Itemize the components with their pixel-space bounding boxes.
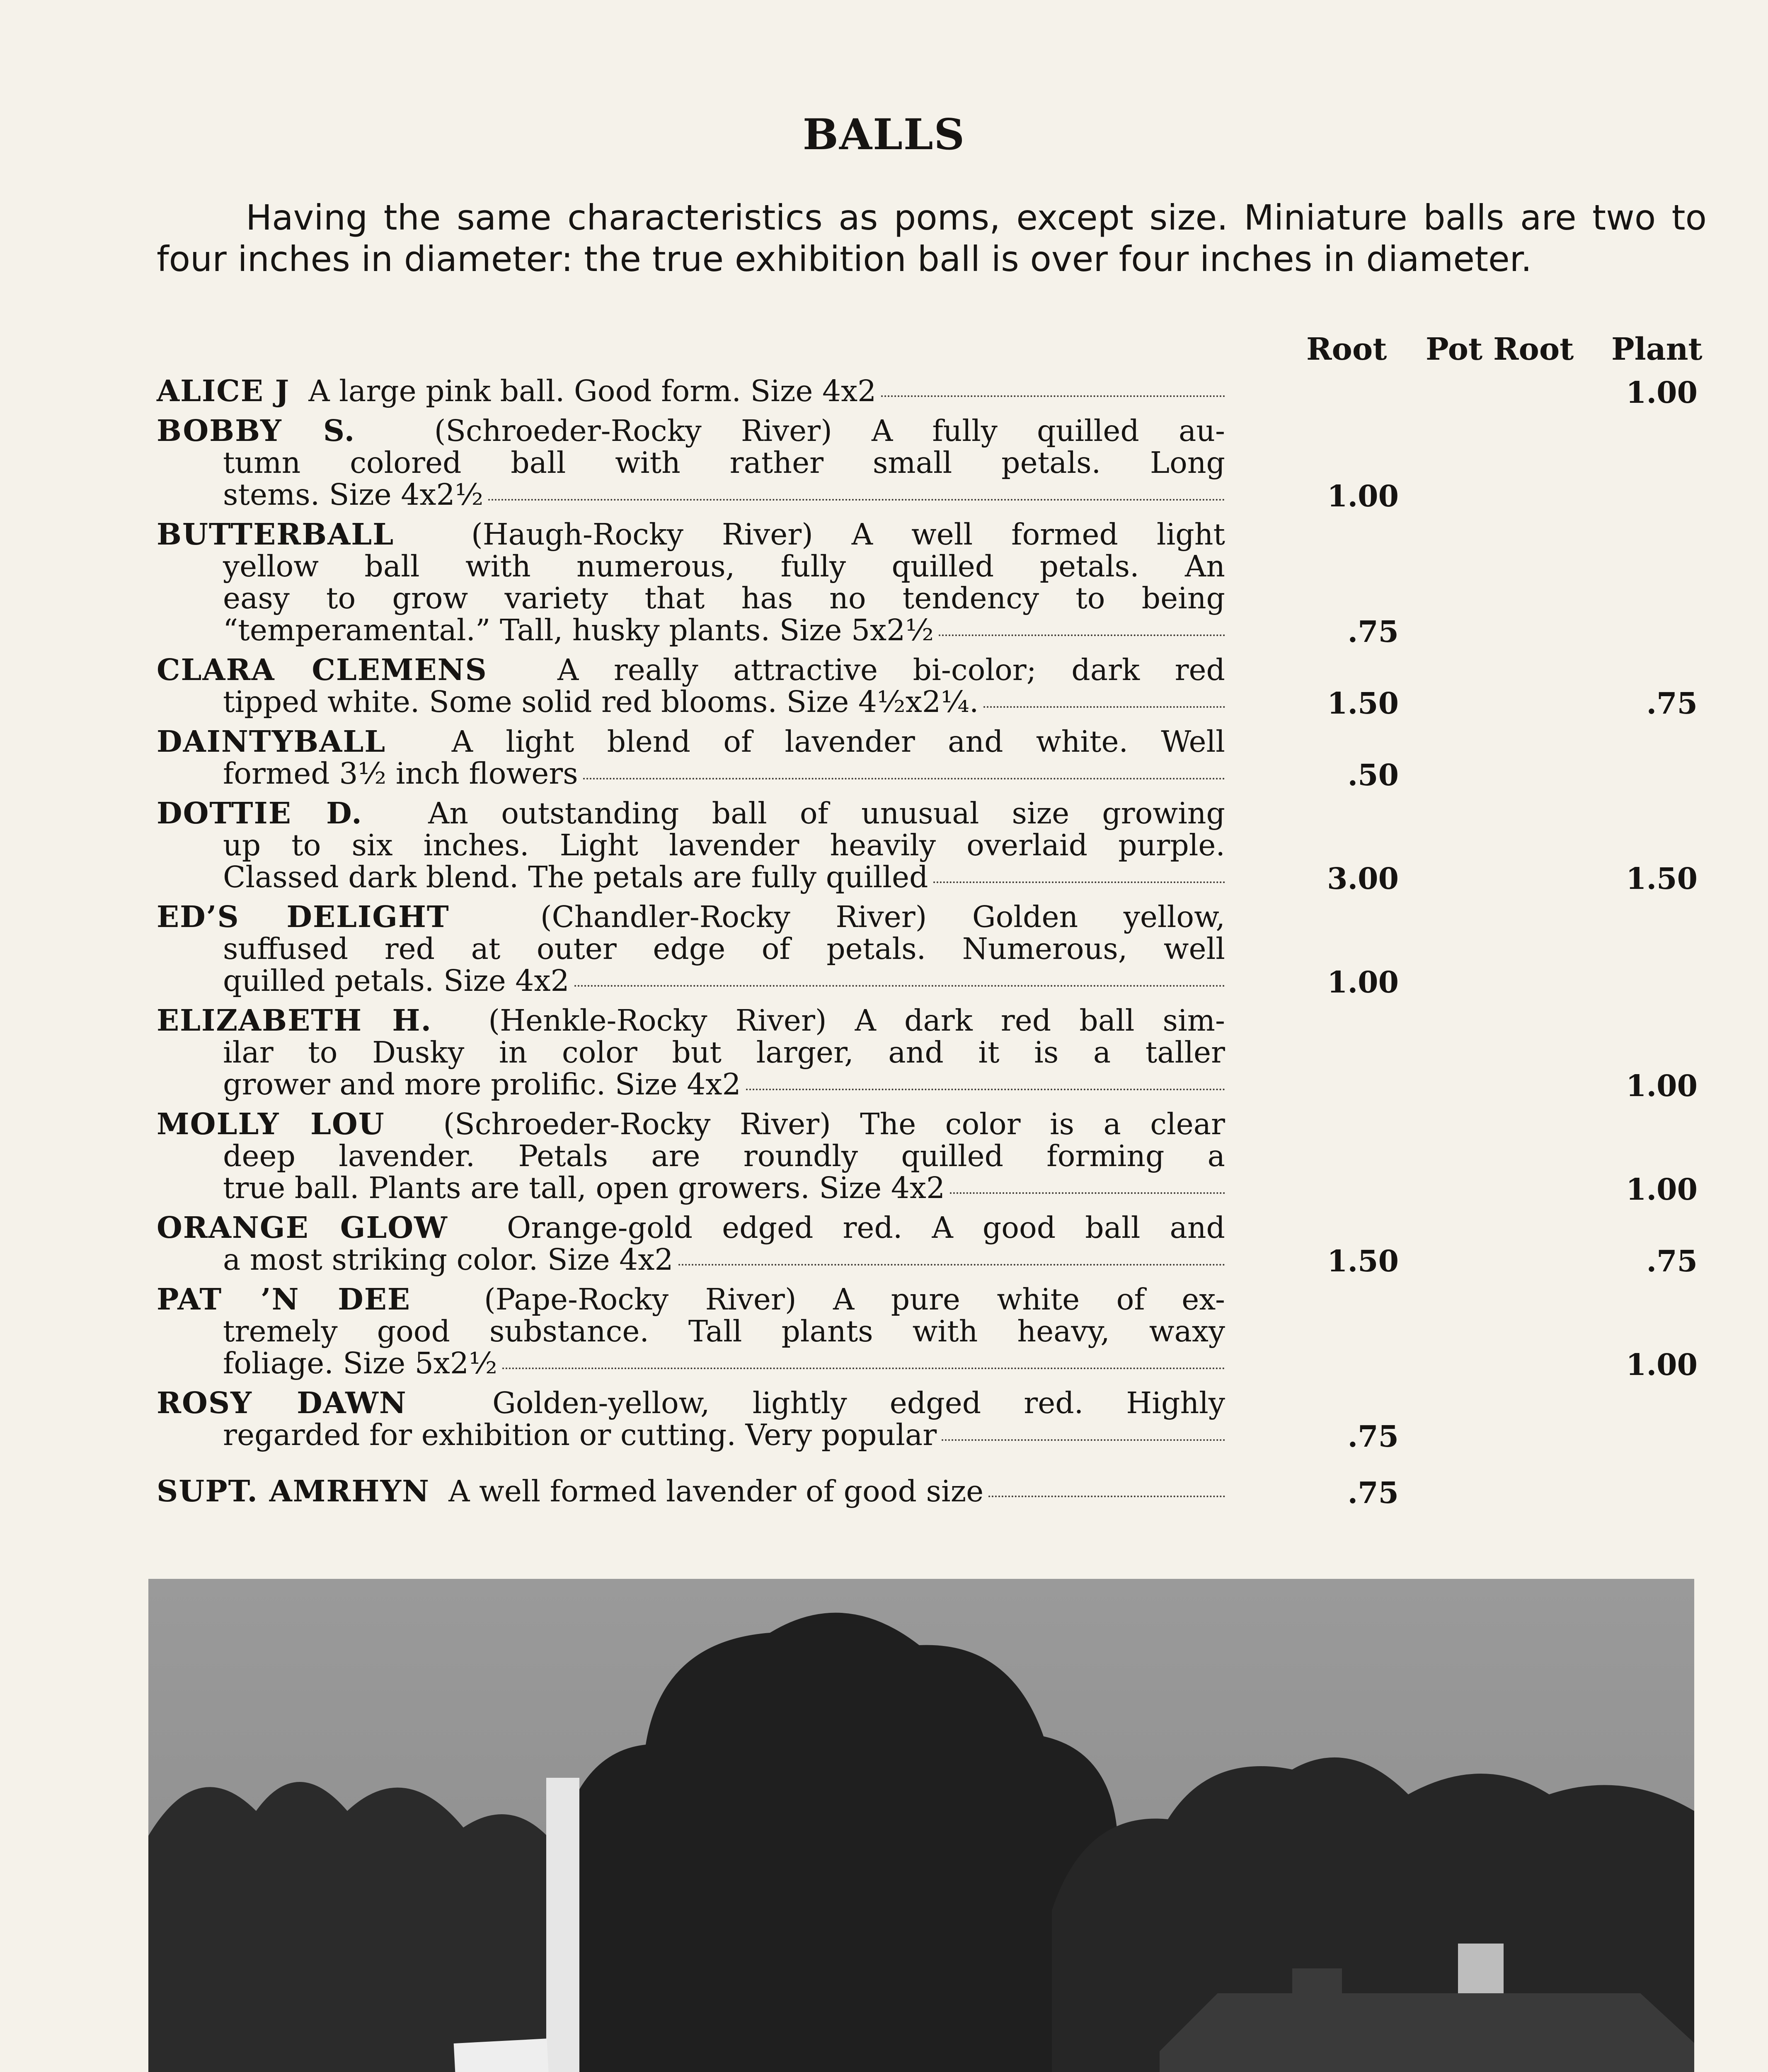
leader-dots <box>988 1496 1225 1497</box>
variety-entry <box>157 1387 1225 1451</box>
entry-line <box>157 375 1225 407</box>
price-root: 3.00 <box>1327 861 1399 896</box>
variety-description: tremely good substance. Tall plants with heavy, waxy <box>223 1314 1225 1348</box>
variety-name: SUPT. AMRHYN <box>157 1474 430 1508</box>
variety-entry <box>157 797 1225 893</box>
variety-description: (Haugh-Rocky River) A well formed light <box>471 517 1225 552</box>
entry-line <box>157 1005 1225 1036</box>
entry-line <box>157 965 1225 997</box>
entry-line <box>157 1140 1225 1172</box>
variety-description: a most striking color. Size 4x2 <box>223 1242 673 1277</box>
entry-line <box>157 1108 1225 1140</box>
entry-line <box>157 582 1225 614</box>
variety-description: regarded for exhibition or cutting. Very popular <box>223 1418 937 1452</box>
variety-entry <box>157 1212 1225 1276</box>
variety-description: quilled petals. Size 4x2 <box>223 963 569 998</box>
price-root: .50 <box>1347 758 1399 792</box>
variety-entry <box>157 1108 1225 1204</box>
entry-line <box>157 861 1225 893</box>
price-plant: 1.00 <box>1626 1172 1698 1207</box>
variety-description: Orange-gold edged red. A good ball and <box>507 1210 1225 1245</box>
variety-entry <box>157 654 1225 718</box>
variety-description: grower and more prolific. Size 4x2 <box>223 1067 741 1101</box>
garden-entrance-photo <box>148 1579 1694 2072</box>
variety-description: tipped white. Some solid red blooms. Size 4½x2¼. <box>223 685 979 719</box>
leader-dots <box>574 985 1225 987</box>
variety-description: tumn colored ball with rather small petals. Long <box>223 445 1225 480</box>
variety-entry <box>157 1283 1225 1379</box>
variety-entry <box>157 1475 1225 1507</box>
variety-description: yellow ball with numerous, fully quilled petals. An <box>223 549 1225 583</box>
entry-line <box>157 447 1225 479</box>
leader-dots <box>488 499 1225 501</box>
variety-name: BUTTERBALL <box>157 517 395 552</box>
entry-line <box>157 614 1225 646</box>
variety-entry <box>157 375 1225 407</box>
entry-line <box>157 1347 1225 1379</box>
column-header-root: Root <box>1306 332 1387 367</box>
leader-dots <box>939 634 1225 636</box>
variety-description: foliage. Size 5x2½ <box>223 1346 497 1380</box>
entry-line <box>157 1315 1225 1347</box>
price-plant: .75 <box>1646 1244 1698 1278</box>
entry-line <box>157 518 1225 550</box>
variety-description: (Chandler-Rocky River) Golden yellow, <box>540 900 1225 934</box>
leader-dots <box>678 1264 1225 1266</box>
entry-line <box>157 1387 1225 1419</box>
price-root: .75 <box>1347 1475 1399 1510</box>
variety-name: DAINTYBALL <box>157 724 386 759</box>
variety-description: ilar to Dusky in color but larger, and it is a taller <box>223 1035 1225 1070</box>
entry-line <box>157 1036 1225 1068</box>
entry-line <box>157 1212 1225 1244</box>
entry-line <box>157 1244 1225 1276</box>
variety-description: deep lavender. Petals are roundly quilled forming a <box>223 1139 1225 1173</box>
variety-description: “temperamental.” Tall, husky plants. Size 5x2½ <box>223 613 934 647</box>
variety-description: stems. Size 4x2½ <box>223 477 484 512</box>
leader-dots <box>746 1089 1225 1090</box>
leader-dots <box>502 1368 1225 1369</box>
entry-line <box>157 550 1225 582</box>
entry-line <box>157 1068 1225 1100</box>
variety-name: BOBBY S. <box>157 413 356 448</box>
column-header-plant: Plant <box>1611 332 1703 367</box>
variety-description: true ball. Plants are tall, open growers. Size 4x2 <box>223 1171 945 1205</box>
variety-name: CLARA CLEMENS <box>157 652 487 687</box>
price-plant: 1.00 <box>1626 1347 1698 1382</box>
variety-description: easy to grow variety that has no tendency to being <box>223 581 1225 615</box>
entry-line <box>157 686 1225 718</box>
entry-line <box>157 1283 1225 1315</box>
variety-name: ALICE J <box>157 373 290 408</box>
price-plant: .75 <box>1646 686 1698 721</box>
leader-dots <box>983 706 1225 708</box>
entry-line <box>157 1475 1225 1507</box>
entry-line <box>157 654 1225 686</box>
price-root: 1.50 <box>1327 686 1399 721</box>
variety-description: Classed dark blend. The petals are fully quilled <box>223 860 928 894</box>
entry-line <box>157 1419 1225 1451</box>
price-plant: 1.50 <box>1626 861 1698 896</box>
variety-description: (Pape-Rocky River) A pure white of ex- <box>484 1282 1225 1317</box>
leader-dots <box>933 881 1225 883</box>
leader-dots <box>942 1439 1225 1441</box>
variety-description: A light blend of lavender and white. Well <box>451 724 1225 759</box>
price-root: 1.50 <box>1327 1244 1399 1278</box>
variety-description: formed 3½ inch flowers <box>223 756 578 791</box>
variety-description: A large pink ball. Good form. Size 4x2 <box>308 374 877 408</box>
variety-name: ROSY DAWN <box>157 1385 407 1420</box>
entry-line <box>157 415 1225 447</box>
entry-line <box>157 1172 1225 1204</box>
variety-entry <box>157 726 1225 789</box>
variety-name: DOTTIE D. <box>157 796 363 830</box>
variety-description: An outstanding ball of unusual size growing <box>428 796 1225 830</box>
variety-name: PAT ’N DEE <box>157 1282 411 1317</box>
entry-line <box>157 758 1225 789</box>
variety-name: ED’S DELIGHT <box>157 899 450 934</box>
variety-entry <box>157 518 1225 646</box>
leader-dots <box>583 778 1225 779</box>
section-heading: BALLS <box>802 110 966 160</box>
variety-name: MOLLY LOU <box>157 1106 385 1141</box>
price-root: 1.00 <box>1327 479 1399 513</box>
entry-line <box>157 797 1225 829</box>
leader-dots <box>881 395 1225 397</box>
entry-line <box>157 726 1225 758</box>
variety-description: A well formed lavender of good size <box>448 1474 984 1508</box>
price-plant: 1.00 <box>1626 1068 1698 1103</box>
variety-description: Golden-yellow, lightly edged red. Highly <box>492 1386 1225 1420</box>
variety-description: suffused red at outer edge of petals. Numerous, well <box>223 932 1225 966</box>
price-root: 1.00 <box>1327 965 1399 1000</box>
entry-line <box>157 901 1225 933</box>
price-root: .75 <box>1347 614 1399 649</box>
variety-description: (Henkle-Rocky River) A dark red ball sim- <box>488 1003 1225 1038</box>
price-root: .75 <box>1347 1419 1399 1454</box>
column-header-pot-root: Pot Root <box>1426 332 1574 367</box>
leader-dots <box>950 1192 1225 1194</box>
variety-entry <box>157 1005 1225 1100</box>
intro-paragraph: Having the same characteristics as poms, except size. Miniature balls are two to four inches in diameter: the true exhibition ball is over four inches in diameter. <box>157 197 1707 279</box>
variety-name: ORANGE GLOW <box>157 1210 448 1245</box>
variety-description: (Schroeder-Rocky River) A fully quilled au- <box>434 414 1225 448</box>
variety-description: (Schroeder-Rocky River) The color is a clear <box>443 1107 1225 1141</box>
variety-description: A really attractive bi-color; dark red <box>557 653 1225 687</box>
entry-line <box>157 933 1225 965</box>
variety-entry <box>157 415 1225 511</box>
entry-line <box>157 479 1225 511</box>
entry-line <box>157 829 1225 861</box>
price-plant: 1.00 <box>1626 375 1698 410</box>
variety-description: up to six inches. Light lavender heavily overlaid purple. <box>223 828 1225 862</box>
variety-name: ELIZABETH H. <box>157 1003 432 1038</box>
variety-entry <box>157 901 1225 997</box>
